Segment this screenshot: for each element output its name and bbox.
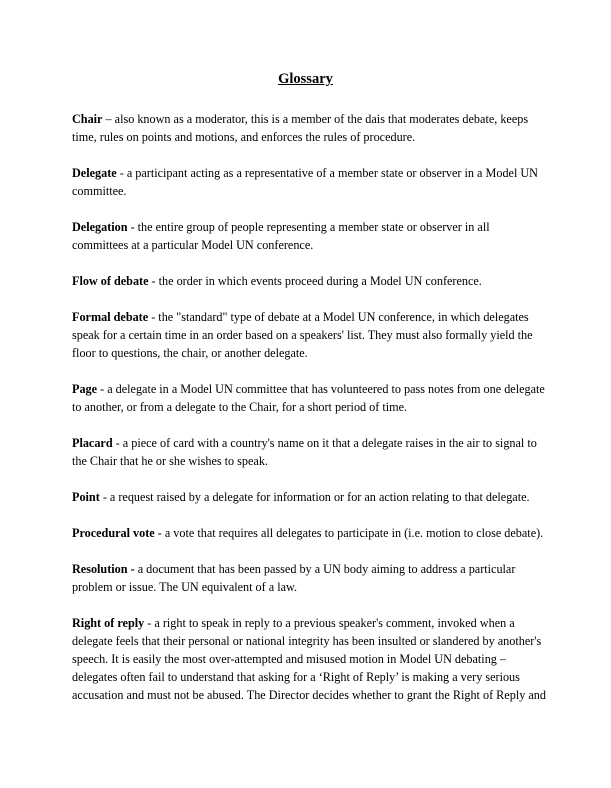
glossary-entry-placard — [72, 434, 542, 470]
glossary-definition: floor to questions, the chair, or another delegate. — [72, 346, 308, 360]
glossary-definition: delegates often fail to understand that asking for a ‘Right of Reply’ is making a very serious — [72, 670, 520, 684]
glossary-definition: - a delegate in a Model UN committee that has volunteered to pass notes from one delegate — [100, 382, 545, 396]
glossary-term: Delegation — [72, 220, 128, 234]
glossary-entry-resolution — [72, 560, 542, 596]
glossary-definition: - a request raised by a delegate for information or for an action relating to that delegate. — [102, 490, 530, 504]
glossary-term: Placard — [72, 436, 113, 450]
glossary-list — [72, 110, 546, 722]
glossary-term: Page — [72, 382, 98, 396]
glossary-term: Point — [72, 490, 100, 504]
glossary-term: Resolution - — [72, 562, 135, 576]
glossary-definition: accusation and must not be abused. The Director decides whether to grant the Right of Reply and — [72, 688, 546, 702]
glossary-definition: problem or issue. The UN equivalent of a law. — [72, 580, 298, 594]
glossary-definition: the Chair that he or she wishes to speak. — [72, 454, 268, 468]
glossary-term: Delegate — [72, 166, 117, 180]
glossary-term: Chair — [72, 112, 103, 126]
glossary-term: Formal debate — [72, 310, 149, 324]
glossary-definition: - the "standard" type of debate at a Model UN conference, in which delegates — [151, 310, 529, 324]
glossary-definition: committees at a particular Model UN conference. — [72, 238, 314, 252]
glossary-definition: – also known as a moderator, this is a member of the dais that moderates debate, keeps — [105, 112, 529, 126]
glossary-entry-delegate — [72, 164, 542, 200]
glossary-entry-point — [72, 488, 542, 506]
glossary-definition: speak for a certain time in an order based on a speakers' list. They must also formally yield the — [72, 328, 533, 342]
glossary-definition: a document that has been passed by a UN body aiming to address a particular — [137, 562, 516, 576]
glossary-definition: delegate feels that their personal or national integrity has been insulted or slandered by another's — [72, 634, 542, 648]
glossary-entry-right-of-reply — [72, 614, 546, 704]
glossary-term: Flow of debate — [72, 274, 149, 288]
glossary-definition: - a piece of card with a country's name on it that a delegate raises in the air to signal to — [115, 436, 537, 450]
glossary-definition: - a participant acting as a representative of a member state or observer in a Model UN — [119, 166, 538, 180]
glossary-entry-page — [72, 380, 545, 416]
glossary-definition: committee. — [72, 184, 127, 198]
glossary-entry-flow-of-debate — [72, 272, 542, 290]
page-title: Glossary — [278, 71, 333, 87]
glossary-definition: to another, or from a delegate to the Chair, for a short period of time. — [72, 400, 408, 414]
glossary-entry-procedural-vote — [72, 524, 542, 542]
glossary-term: Right of reply — [72, 616, 145, 630]
glossary-definition: - a right to speak in reply to a previous speaker's comment, invoked when a — [147, 616, 515, 630]
glossary-entry-delegation — [72, 218, 542, 254]
glossary-definition: - the order in which events proceed during a Model UN conference. — [151, 274, 482, 288]
glossary-entry-formal-debate — [72, 308, 542, 362]
glossary-definition: - a vote that requires all delegates to participate in (i.e. motion to close debate). — [157, 526, 544, 540]
glossary-definition: speech. It is easily the most over-attempted and misused motion in Model UN debating – — [72, 652, 507, 666]
glossary-term: Procedural vote — [72, 526, 155, 540]
glossary-definition: time, rules on points and motions, and enforces the rules of procedure. — [72, 130, 416, 144]
glossary-entry-chair — [72, 110, 542, 146]
glossary-definition: - the entire group of people representing a member state or observer in all — [130, 220, 490, 234]
